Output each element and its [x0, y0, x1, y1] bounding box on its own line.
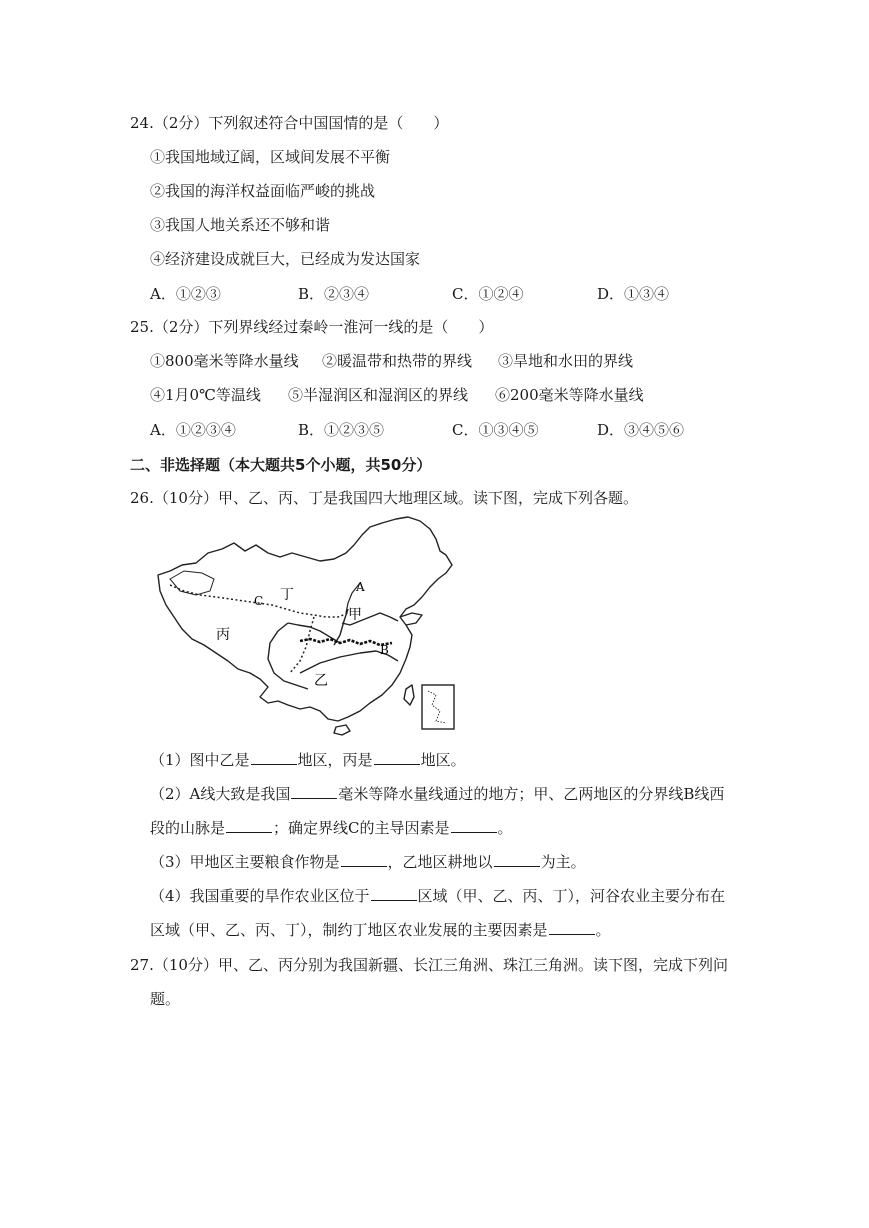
q24-item-2: ②我国的海洋权益面临严峻的挑战 [150, 182, 376, 200]
q26-part-2b: 段的山脉是 ；确定界线C的主导因素是 。 [150, 819, 513, 837]
q24-option-a: A．①②③ [150, 285, 221, 303]
q24-item-1: ①我国地域辽阔，区域间发展不平衡 [150, 148, 391, 166]
answer-blank[interactable] [341, 852, 387, 867]
section-heading: 二、非选择题（本大题共5个小题，共50分） [130, 456, 432, 474]
q24-item-4: ④经济建设成就巨大，已经成为发达国家 [150, 250, 421, 268]
label-c: C [254, 594, 264, 608]
answer-blank[interactable] [451, 818, 497, 833]
q26-stem: 26.（10分）甲、乙、丙、丁是我国四大地理区域。读下图，完成下列各题。 [130, 489, 638, 507]
answer-blank[interactable] [371, 886, 417, 901]
q26-part-3: （3）甲地区主要粮食作物是 ，乙地区耕地以 为主。 [150, 853, 586, 871]
q25-item-3: ③旱地和水田的界线 [498, 352, 634, 370]
answer-blank[interactable] [291, 784, 337, 799]
q24-stem: 24.（2分）下列叙述符合中国国情的是（ ） [130, 114, 449, 132]
q26-part-4b: 区域（甲、乙、丙、丁），制约丁地区农业发展的主要因素是 。 [150, 921, 611, 939]
taiwan-island [404, 685, 414, 705]
q25-item-4: ④1月0℃等温线 [150, 386, 261, 404]
china-outline [158, 517, 452, 721]
label-b: B [380, 643, 389, 657]
q24-option-b: B．②③④ [298, 285, 370, 303]
q24-item-3: ③我国人地关系还不够和谐 [150, 216, 331, 234]
answer-blank[interactable] [251, 750, 297, 765]
q25-option-a: A．①②③④ [150, 421, 236, 439]
q27-stem-cont: 题。 [150, 990, 181, 1008]
answer-blank[interactable] [494, 852, 540, 867]
south-china-sea-inset [422, 685, 454, 729]
answer-blank[interactable] [226, 818, 272, 833]
q26-part-4a: （4）我国重要的旱作农业区位于 区域（甲、乙、丙、丁），河谷农业主要分布在 [150, 887, 726, 905]
q25-item-1: ①800毫米等降水量线 [150, 352, 299, 370]
answer-blank[interactable] [549, 920, 595, 935]
hainan-island [334, 725, 350, 735]
q26-part-2a: （2）A线大致是我国 毫米等降水量线通过的地方；甲、乙两地区的分界线B线西 [150, 785, 725, 803]
q25-option-d: D．③④⑤⑥ [597, 421, 685, 439]
q25-option-b: B．①②③⑤ [298, 421, 385, 439]
q27-stem: 27.（10分）甲、乙、丙分别为我国新疆、长江三角洲、珠江三角洲。读下图，完成下列问 [130, 956, 728, 974]
label-a: A [356, 580, 365, 594]
q26-part-1: （1）图中乙是 地区，丙是 地区。 [150, 751, 466, 769]
label-ding: 丁 [280, 587, 294, 603]
china-regions-map [150, 513, 470, 738]
q24-option-c: C．①②④ [452, 285, 524, 303]
q25-stem: 25.（2分）下列界线经过秦岭一淮河一线的是（ ） [130, 318, 494, 336]
label-bing: 丙 [216, 627, 230, 643]
q25-option-c: C．①③④⑤ [452, 421, 539, 439]
q25-item-2: ②暖温带和热带的界线 [322, 352, 473, 370]
q25-item-5: ⑤半湿润区和湿润区的界线 [288, 386, 469, 404]
label-jia: 甲 [348, 607, 362, 623]
answer-blank[interactable] [374, 750, 420, 765]
line-b [300, 639, 392, 645]
q25-item-6: ⑥200毫米等降水量线 [495, 386, 644, 404]
q24-option-d: D．①③④ [597, 285, 670, 303]
label-yi: 乙 [314, 673, 328, 689]
